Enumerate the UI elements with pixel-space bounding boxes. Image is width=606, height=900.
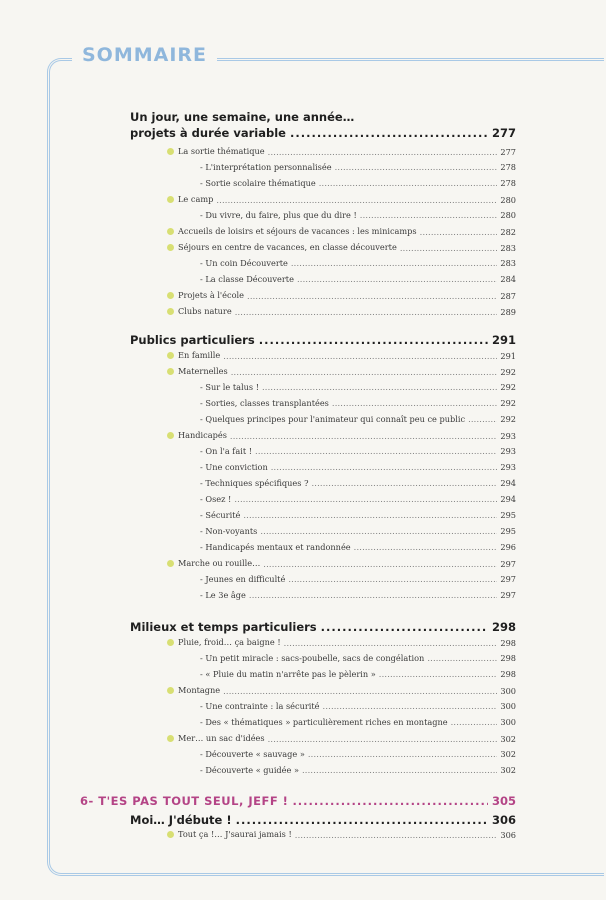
- page-title: SOMMAIRE: [82, 44, 208, 66]
- dot-leader: [295, 830, 498, 841]
- entry-page-number: 292: [500, 382, 516, 392]
- entry-text: - Une contrainte : la sécurité: [200, 701, 320, 711]
- dot-leader: [235, 307, 498, 318]
- dot-leader: [262, 382, 497, 393]
- toc-subentry[interactable]: [200, 258, 516, 269]
- entry-text: - Jeunes en difficulté: [200, 574, 286, 584]
- toc-entry[interactable]: [167, 366, 516, 378]
- bullet-dot-icon: [167, 352, 174, 359]
- dot-leader: [223, 351, 497, 362]
- entry-page-number: 287: [500, 291, 516, 301]
- bullet-dot-icon: [167, 735, 174, 742]
- entry-text: Montagne: [178, 685, 221, 695]
- entry-label: [167, 242, 397, 253]
- toc-entry[interactable]: [167, 733, 516, 745]
- dot-leader: [290, 125, 488, 141]
- entry-label: [200, 653, 424, 664]
- dot-leader: [223, 686, 497, 697]
- toc-subentry[interactable]: [200, 717, 516, 728]
- entry-page-number: 297: [500, 590, 516, 600]
- toc-subentry[interactable]: [200, 701, 516, 712]
- dot-leader: [288, 574, 497, 585]
- entry-text: - Non-voyants: [200, 526, 258, 536]
- entry-page-number: 298: [500, 669, 516, 679]
- entry-label: [200, 749, 305, 760]
- entry-label: [200, 162, 332, 173]
- title-block: [72, 44, 217, 66]
- dot-leader: [255, 446, 497, 457]
- entry-text: - Découverte « sauvage »: [200, 749, 305, 759]
- entry-text: - Le 3e âge: [200, 590, 246, 600]
- entry-text: - Quelques principes pour l'animateur qui connaît peu ce public: [200, 414, 466, 424]
- dot-leader: [319, 178, 498, 189]
- bullet-dot-icon: [167, 687, 174, 694]
- section-title-line: [130, 812, 516, 828]
- toc-entry[interactable]: [167, 558, 516, 570]
- toc-subentry[interactable]: [200, 574, 516, 585]
- dot-leader: [291, 258, 497, 269]
- entry-page-number: 292: [500, 398, 516, 408]
- bullet-dot-icon: [167, 148, 174, 155]
- entry-label: [200, 526, 257, 537]
- toc-subentry[interactable]: [200, 653, 516, 664]
- entry-text: Maternelles: [178, 366, 228, 376]
- entry-text: - Sorties, classes transplantées: [200, 398, 329, 408]
- toc-subentry[interactable]: [200, 749, 516, 760]
- section-title-line1: Un jour, une semaine, une année…: [130, 110, 355, 124]
- entry-text: En famille: [178, 350, 221, 360]
- dot-leader: [216, 195, 497, 206]
- entry-text: Clubs nature: [178, 306, 232, 316]
- dot-leader: [271, 462, 498, 473]
- bullet-dot-icon: [167, 639, 174, 646]
- entry-label: [200, 574, 285, 585]
- toc-subentry[interactable]: [200, 590, 516, 601]
- entry-page-number: 291: [500, 351, 516, 361]
- toc-subentry[interactable]: [200, 669, 516, 680]
- section-heading[interactable]: [130, 332, 516, 348]
- bullet-dot-icon: [167, 831, 174, 838]
- entry-text: - Des « thématiques » particulièrement riches en montagne: [200, 717, 448, 727]
- entry-page-number: 293: [500, 462, 516, 472]
- section-title-line: [80, 793, 516, 809]
- dot-leader: [236, 812, 488, 828]
- entry-label: [167, 733, 265, 744]
- entry-page-number: 292: [500, 414, 516, 424]
- entry-label: [167, 637, 281, 648]
- dot-leader: [297, 274, 497, 285]
- entry-page-number: 297: [500, 559, 516, 569]
- entry-text: Le camp: [178, 194, 214, 204]
- section-page-number: 306: [491, 813, 516, 827]
- dot-leader: [321, 619, 488, 635]
- entry-text: - Découverte « guidée »: [200, 765, 299, 775]
- entry-page-number: 278: [500, 178, 516, 188]
- toc-entry[interactable]: [167, 306, 516, 318]
- entry-label: [167, 146, 265, 157]
- toc-entry[interactable]: [167, 194, 516, 206]
- entry-text: - Du vivre, du faire, plus que du dire !: [200, 210, 357, 220]
- entry-page-number: 280: [500, 195, 516, 205]
- entry-text: - Handicapés mentaux et randonnée: [200, 542, 351, 552]
- toc-entry[interactable]: [167, 637, 516, 649]
- dot-leader: [249, 590, 497, 601]
- entry-page-number: 300: [500, 686, 516, 696]
- entry-text: - Un petit miracle : sacs-poubelle, sacs de congélation: [200, 653, 425, 663]
- dot-leader: [284, 638, 498, 649]
- entry-label: [200, 446, 252, 457]
- toc-entry[interactable]: [167, 685, 516, 697]
- entry-page-number: 289: [500, 307, 516, 317]
- entry-label: [200, 542, 351, 553]
- dot-leader: [230, 431, 497, 442]
- entry-label: [200, 510, 240, 521]
- section-title-line: [130, 619, 516, 635]
- entry-page-number: 297: [500, 574, 516, 584]
- entry-text: La sortie thématique: [178, 146, 265, 156]
- toc-entry[interactable]: [167, 242, 516, 254]
- dot-leader: [243, 510, 497, 521]
- entry-page-number: 306: [500, 830, 516, 840]
- toc-entry[interactable]: [167, 290, 516, 302]
- entry-text: - Sortie scolaire thématique: [200, 178, 316, 188]
- toc-entry[interactable]: [167, 226, 516, 238]
- entry-label: [167, 685, 220, 696]
- dot-leader: [360, 210, 498, 221]
- toc-subentry[interactable]: [200, 162, 516, 173]
- section-title: 6- T'ES PAS TOUT SEUL, JEFF !: [80, 794, 289, 808]
- toc-entry[interactable]: [167, 829, 516, 841]
- toc-subentry[interactable]: [200, 478, 516, 489]
- entry-label: [200, 210, 357, 221]
- entry-page-number: 277: [500, 147, 516, 157]
- entry-label: [167, 558, 260, 569]
- entry-page-number: 280: [500, 210, 516, 220]
- section-title: Milieux et temps particuliers: [130, 620, 317, 634]
- dot-leader: [259, 332, 488, 348]
- section-heading[interactable]: [130, 812, 516, 828]
- toc-subentry[interactable]: [200, 382, 516, 393]
- toc-subentry[interactable]: [200, 274, 516, 285]
- entry-page-number: 302: [500, 734, 516, 744]
- entry-text: - Une conviction: [200, 462, 268, 472]
- entry-label: [200, 274, 294, 285]
- section-title: Publics particuliers: [130, 333, 255, 347]
- entry-page-number: 302: [500, 765, 516, 775]
- entry-text: Mer… un sac d'idées: [178, 733, 265, 743]
- dot-leader: [247, 291, 497, 302]
- entry-page-number: 283: [500, 243, 516, 253]
- entry-page-number: 294: [500, 478, 516, 488]
- entry-page-number: 294: [500, 494, 516, 504]
- bullet-dot-icon: [167, 308, 174, 315]
- entry-page-number: 295: [500, 526, 516, 536]
- bullet-dot-icon: [167, 432, 174, 439]
- section-heading[interactable]: [130, 109, 516, 141]
- entry-page-number: 302: [500, 749, 516, 759]
- section-page-number: 277: [491, 126, 516, 140]
- section-title-line: [130, 125, 516, 141]
- toc-subentry[interactable]: [200, 414, 516, 425]
- bullet-dot-icon: [167, 368, 174, 375]
- entry-page-number: 300: [500, 701, 516, 711]
- entry-label: [200, 669, 376, 680]
- entry-label: [200, 462, 268, 473]
- toc-subentry[interactable]: [200, 398, 516, 409]
- dot-leader: [468, 414, 497, 425]
- dot-leader: [451, 717, 498, 728]
- entry-page-number: 296: [500, 542, 516, 552]
- entry-page-number: 282: [500, 227, 516, 237]
- section-page-number: 291: [491, 333, 516, 347]
- dot-leader: [427, 653, 497, 664]
- dot-leader: [354, 542, 498, 553]
- dot-leader: [234, 494, 497, 505]
- dot-leader: [231, 367, 498, 378]
- entry-label: [167, 194, 213, 205]
- entry-label: [200, 398, 329, 409]
- entry-page-number: 284: [500, 274, 516, 284]
- section-heading[interactable]: [130, 619, 516, 635]
- entry-label: [167, 226, 417, 237]
- dot-leader: [379, 669, 498, 680]
- bullet-dot-icon: [167, 244, 174, 251]
- entry-page-number: 300: [500, 717, 516, 727]
- entry-text: - Un coin Découverte: [200, 258, 288, 268]
- dot-leader: [260, 526, 497, 537]
- entry-label: [167, 306, 232, 317]
- toc-subentry[interactable]: [200, 210, 516, 221]
- entry-text: Projets à l'école: [178, 290, 245, 300]
- toc-subentry[interactable]: [200, 494, 516, 505]
- section-title: Moi… J'débute !: [130, 813, 232, 827]
- dot-leader: [292, 793, 488, 809]
- bullet-dot-icon: [167, 196, 174, 203]
- toc-entry[interactable]: [167, 430, 516, 442]
- entry-text: - Techniques spécifiques ?: [200, 478, 309, 488]
- entry-text: Handicapés: [178, 430, 227, 440]
- dot-leader: [400, 243, 498, 254]
- toc-subentry[interactable]: [200, 510, 516, 521]
- entry-label: [200, 178, 316, 189]
- entry-page-number: 292: [500, 367, 516, 377]
- entry-page-number: 298: [500, 653, 516, 663]
- entry-text: Accueils de loisirs et séjours de vacances : les minicamps: [178, 226, 417, 236]
- entry-text: Marche ou rouille…: [178, 558, 261, 568]
- toc-subentry[interactable]: [200, 178, 516, 189]
- entry-text: - « Pluie du matin n'arrête pas le pèlerin »: [200, 669, 376, 679]
- toc-entry[interactable]: [167, 350, 516, 362]
- entry-label: [200, 701, 320, 712]
- entry-text: - Sur le talus !: [200, 382, 259, 392]
- dot-leader: [268, 147, 498, 158]
- entry-label: [200, 414, 465, 425]
- entry-text: - La classe Découverte: [200, 274, 294, 284]
- entry-page-number: 295: [500, 510, 516, 520]
- bullet-dot-icon: [167, 292, 174, 299]
- entry-label: [200, 590, 246, 601]
- toc-subentry[interactable]: [200, 542, 516, 553]
- dot-leader: [263, 559, 497, 570]
- dot-leader: [323, 701, 498, 712]
- entry-page-number: 293: [500, 446, 516, 456]
- entry-label: [167, 829, 292, 840]
- dot-leader: [420, 227, 498, 238]
- toc-subentry[interactable]: [200, 462, 516, 473]
- section-page-number: 305: [491, 794, 516, 808]
- dot-leader: [308, 749, 497, 760]
- chapter-heading[interactable]: [80, 793, 516, 809]
- entry-text: - Osez !: [200, 494, 232, 504]
- entry-text: - On l'a fait !: [200, 446, 253, 456]
- entry-label: [200, 258, 288, 269]
- dot-leader: [302, 765, 497, 776]
- entry-label: [200, 494, 231, 505]
- entry-label: [200, 382, 259, 393]
- section-title-line: [130, 332, 516, 348]
- entry-label: [167, 430, 227, 441]
- section-page-number: 298: [491, 620, 516, 634]
- dot-leader: [268, 734, 498, 745]
- dot-leader: [332, 398, 497, 409]
- entry-label: [200, 765, 299, 776]
- entry-page-number: 298: [500, 638, 516, 648]
- entry-text: Pluie, froid… ça baigne !: [178, 637, 281, 647]
- bullet-dot-icon: [167, 560, 174, 567]
- section-title: projets à durée variable: [130, 126, 286, 140]
- entry-page-number: 293: [500, 431, 516, 441]
- entry-page-number: 278: [500, 162, 516, 172]
- entry-label: [167, 366, 228, 377]
- toc-entry[interactable]: [167, 146, 516, 158]
- toc-subentry[interactable]: [200, 526, 516, 537]
- bullet-dot-icon: [167, 228, 174, 235]
- entry-text: Séjours en centre de vacances, en classe découverte: [178, 242, 397, 252]
- entry-label: [200, 717, 448, 728]
- entry-text: - L'interprétation personnalisée: [200, 162, 332, 172]
- dot-leader: [335, 162, 498, 173]
- entry-page-number: 283: [500, 258, 516, 268]
- toc-subentry[interactable]: [200, 446, 516, 457]
- entry-label: [167, 350, 220, 361]
- entry-text: Tout ça !… J'saurai jamais !: [178, 829, 292, 839]
- entry-label: [167, 290, 244, 301]
- entry-label: [200, 478, 308, 489]
- entry-text: - Sécurité: [200, 510, 241, 520]
- dot-leader: [311, 478, 497, 489]
- toc-subentry[interactable]: [200, 765, 516, 776]
